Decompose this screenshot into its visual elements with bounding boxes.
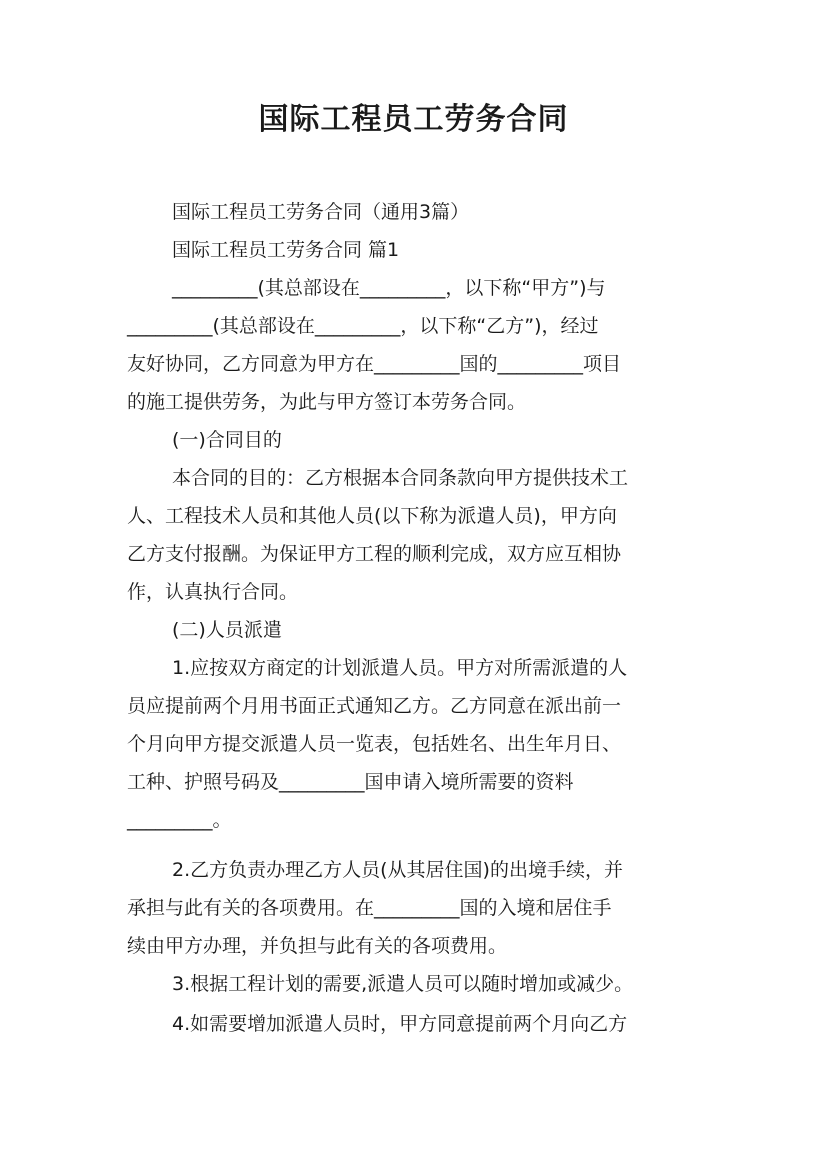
paragraph-line: 本合同的目的：乙方根据本合同条款向甲方提供技术工 bbox=[172, 467, 629, 489]
paragraph-line: 人、工程技术人员和其他人员(以下称为派遣人员)，甲方向 bbox=[127, 505, 617, 527]
paragraph-line: _________。 bbox=[127, 809, 232, 831]
paragraph-line: 个月向甲方提交派遣人员一览表，包括姓名、出生年月日、 bbox=[127, 733, 622, 755]
paragraph-line: 2.乙方负责办理乙方人员(从其居住国)的出境手续，并 bbox=[172, 859, 623, 881]
paragraph-line: 4.如需要增加派遣人员时，甲方同意提前两个月向乙方 bbox=[172, 1013, 628, 1035]
paragraph-line: 员应提前两个月用书面正式通知乙方。乙方同意在派出前一 bbox=[127, 695, 622, 717]
section-heading-line: 国际工程员工劳务合同 篇1 bbox=[172, 239, 400, 261]
paragraph-line: 续由甲方办理，并负担与此有关的各项费用。 bbox=[127, 935, 508, 957]
paragraph-line: 工种、护照号码及_________国申请入境所需要的资料 bbox=[127, 771, 574, 793]
clause-heading-line: (二)人员派遣 bbox=[172, 619, 282, 641]
paragraph-line: 承担与此有关的各项费用。在_________国的入境和居住手 bbox=[127, 897, 612, 919]
clause-heading-line: (一)合同目的 bbox=[172, 429, 282, 451]
paragraph-line: 作，认真执行合同。 bbox=[127, 581, 299, 603]
subtitle-line: 国际工程员工劳务合同（通用3篇） bbox=[172, 201, 470, 223]
document-title: 国际工程员工劳务合同 bbox=[258, 102, 569, 137]
paragraph-line: _________(其总部设在_________，以下称“甲方”)与 bbox=[172, 277, 606, 299]
paragraph-line: 乙方支付报酬。为保证甲方工程的顺利完成，双方应互相协 bbox=[127, 543, 622, 565]
paragraph-line: 1.应按双方商定的计划派遣人员。甲方对所需派遣的人 bbox=[172, 657, 628, 679]
paragraph-line: _________(其总部设在_________，以下称“乙方”)，经过 bbox=[127, 315, 599, 337]
paragraph-line: 3.根据工程计划的需要,派遣人员可以随时增加或减少。 bbox=[172, 973, 634, 995]
paragraph-line: 的施工提供劳务，为此与甲方签订本劳务合同。 bbox=[127, 391, 527, 413]
paragraph-line: 友好协同，乙方同意为甲方在_________国的_________项目 bbox=[127, 353, 622, 375]
